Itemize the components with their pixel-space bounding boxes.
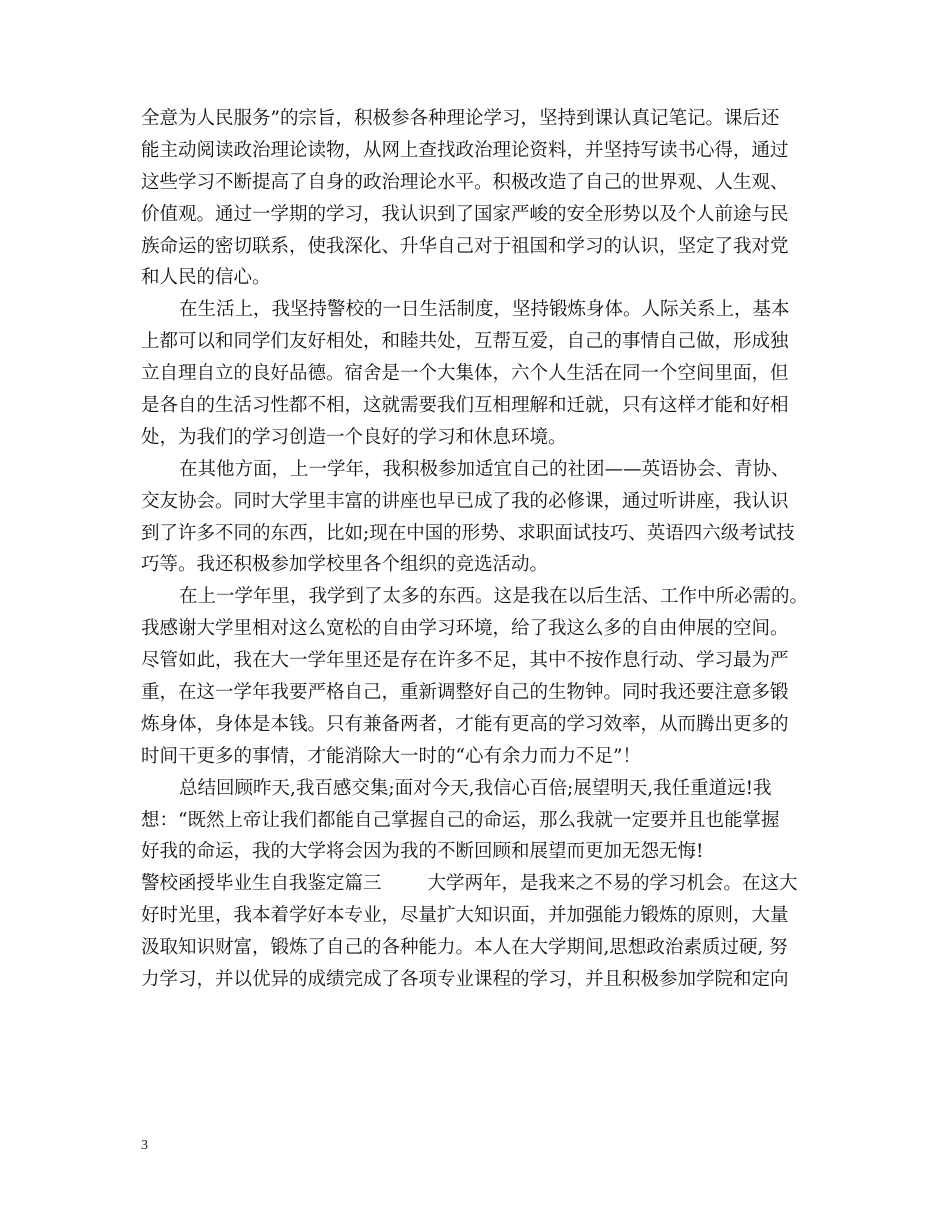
text-line: 汲取知识财富，锻炼了自己的各种能力。本人在大学期间,思想政治素质过硬, 努 [141,937,788,959]
paragraph-first-line: 总结回顾昨天,我百感交集;面对今天,我信心百倍;展望明天,我任重道远!我 [179,777,772,799]
text-line: 处，为我们的学习创造一个良好的学习和休息环境。 [141,426,567,448]
text-line: 力学习，并以优异的成绩完成了各项专业课程的学习，并且积极参加学院和定向 [141,969,789,991]
page-number: 3 [141,1138,148,1153]
text-line: 价值观。通过一学期的学习，我认识到了国家严峻的安全形势以及个人前途与民 [141,203,789,225]
text-line: 尽管如此，我在大一学年里还是存在许多不足，其中不按作息行动、学习最为严 [141,650,789,672]
text-line: 好我的命运，我的大学将会因为我的不断回顾和展望而更加无怨无悔! [141,841,704,863]
paragraph-first-line: 在生活上，我坚持警校的一日生活制度，坚持锻炼身体。人际关系上，基本 [179,299,790,321]
text-line: 想：“既然上帝让我们都能自己掌握自己的命运，那么我就一定要并且也能掌握 [141,809,780,831]
text-line: 全意为人民服务”的宗旨，积极参各种理论学习，坚持到课认真记笔记。课后还 [141,108,780,129]
text-line: 炼身体，身体是本钱。只有兼备两者，才能有更高的学习效率，从而腾出更多的 [141,713,789,735]
text-line: 时间干更多的事情，才能消除大一时的“心有余力而力不足”！ [141,745,641,767]
text-line: 能主动阅读政治理论读物，从网上查找政治理论资料，并坚持写读书心得，通过 [141,139,789,161]
text-line: 这些学习不断提高了自身的政治理论水平。积极改造了自己的世界观、人生观、 [141,171,789,193]
text-line: 到了许多不同的东西，比如;现在中国的形势、求职面试技巧、英语四六级考试技 [141,522,795,544]
document-body [141,103,831,996]
paragraph-first-line: 在其他方面，上一学年，我积极参加适宜自己的社团——英语协会、青协、 [179,458,790,480]
text-line: 上都可以和同学们友好相处，和睦共处，互帮互爱，自己的事情自己做，形成独 [141,331,789,353]
text-line: 好时光里，我本着学好本专业，尽量扩大知识面，并加强能力锻炼的原则，大量 [141,905,789,927]
text-line: 巧等。我还积极参加学校里各个组织的竞选活动。 [141,554,549,576]
text-line: 和人民的信心。 [141,267,271,289]
section-heading: 警校函授毕业生自我鉴定篇三 [141,873,382,895]
section-heading-line [141,868,831,900]
text-line: 大学两年，是我来之不易的学习机会。在这大 [427,873,798,895]
text-line: 我感谢大学里相对这么宽松的自由学习环境，给了我这么多的自由伸展的空间。 [141,618,789,640]
text-line: 族命运的密切联系，使我深化、升华自己对于祖国和学习的认识，坚定了我对党 [141,235,789,257]
text-line: 是各自的生活习性都不相，这就需要我们互相理解和迁就，只有这样才能和好相 [141,395,789,417]
text-line: 重，在这一学年我要严格自己，重新调整好自己的生物钟。同时我还要注意多锻 [141,682,789,704]
text-line: 交友协会。同时大学里丰富的讲座也早已成了我的必修课，通过听讲座，我认识 [141,490,789,512]
paragraph-first-line: 在上一学年里，我学到了太多的东西。这是我在以后生活、工作中所必需的。 [179,586,809,608]
text-line: 立自理自立的良好品德。宿舍是一个大集体，六个人生活在同一个空间里面，但 [141,363,789,385]
